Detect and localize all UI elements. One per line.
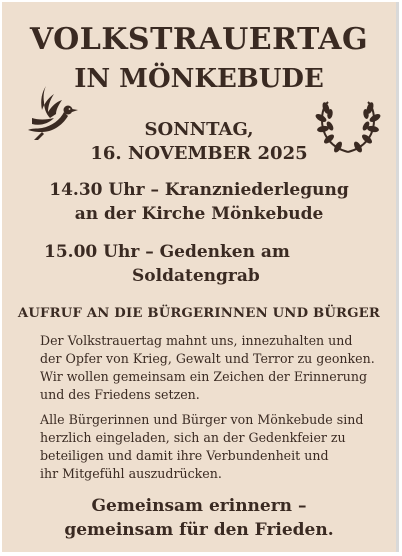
- paragraph-2-line: Alle Bürgerinnen und Bürger von Mönkebude sind: [40, 412, 364, 427]
- closing-line-1: Gemeinsam erinnern –: [91, 496, 307, 516]
- event-1-line-1: 14.30 Uhr – Kranzniederlegung: [49, 180, 349, 200]
- paragraph-1-line: Wir wollen gemeinsam ein Zeichen der Erinnerung: [40, 369, 368, 384]
- title-line-2: IN MÖNKEBUDE: [74, 64, 324, 94]
- event-2-line-2: Soldatengrab: [132, 266, 260, 286]
- date-line-2: 16. NOVEMBER 2025: [90, 143, 308, 164]
- closing-line-2: gemeinsam für den Frieden.: [64, 520, 334, 540]
- paragraph-2-line: ihr Mitgefühl auszudrücken.: [40, 466, 222, 481]
- date-line-1: SONNTAG,: [144, 119, 254, 140]
- paragraph-1-line: der Opfer von Krieg, Gewalt und Terror zu geonken.: [40, 351, 375, 366]
- paragraph-1-line: und des Friedens setzen.: [40, 387, 200, 402]
- paragraph-2-line: herzlich eingeladen, sich an der Gedenkfeier zu: [40, 430, 346, 445]
- paragraph-1-line: Der Volkstrauertag mahnt uns, innezuhalten und: [40, 333, 353, 348]
- title-line-1: VOLKSTRAUERTAG: [29, 22, 369, 57]
- event-2-line-1: 15.00 Uhr – Gedenken am: [44, 242, 290, 262]
- poster: [2, 2, 399, 552]
- appeal-heading: AUFRUF AN DIE BÜRGERINNEN UND BÜRGER: [17, 306, 381, 321]
- paragraph-2-line: beteiligen und damit ihre Verbundenheit und: [40, 448, 329, 463]
- event-1-line-2: an der Kirche Mönkebude: [74, 204, 324, 224]
